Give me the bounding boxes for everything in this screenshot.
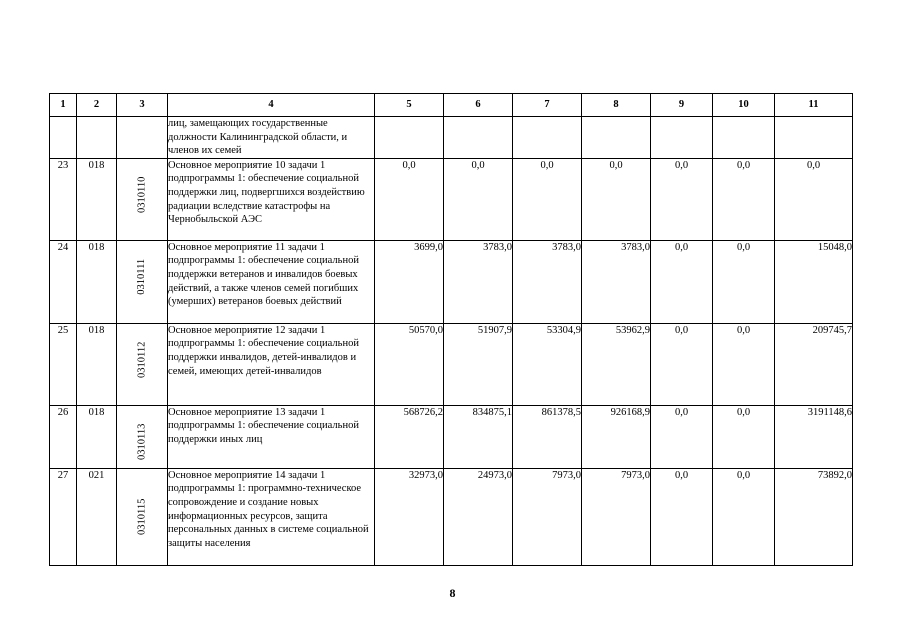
row-description: Основное мероприятие 12 задачи 1 подпрограммы 1: обеспечение социальной поддержки инвалидов, детей-инвалидов и семей, имеющих детей-инвалидов xyxy=(168,323,375,405)
row-grbs: 018 xyxy=(77,405,117,468)
row-description: Основное мероприятие 14 задачи 1 подпрограммы 1: программно-техническое сопровождение и создание новых информационных ресурсов, защита персональных данных в системе социальной защиты населения xyxy=(168,468,375,565)
value-col7: 0,0 xyxy=(513,158,582,240)
row-code-cell xyxy=(117,158,168,240)
value-col11: 209745,7 xyxy=(775,323,853,405)
value-col5: 50570,0 xyxy=(375,323,444,405)
value-col10: 0,0 xyxy=(713,405,775,468)
row-code: 0310112 xyxy=(136,341,148,378)
value-col10: 0,0 xyxy=(713,240,775,323)
row-number: 27 xyxy=(50,468,77,565)
value-col9: 0,0 xyxy=(651,468,713,565)
column-header: 6 xyxy=(444,94,513,117)
row-number: 26 xyxy=(50,405,77,468)
table-cell xyxy=(77,117,117,159)
column-header: 3 xyxy=(117,94,168,117)
value-col10: 0,0 xyxy=(713,323,775,405)
table-row xyxy=(50,240,853,323)
value-col9: 0,0 xyxy=(651,240,713,323)
row-code-cell xyxy=(117,240,168,323)
table-row xyxy=(50,158,853,240)
value-col6: 51907,9 xyxy=(444,323,513,405)
table-cell xyxy=(775,117,853,159)
row-number: 25 xyxy=(50,323,77,405)
column-header: 9 xyxy=(651,94,713,117)
table-cell xyxy=(444,117,513,159)
value-col6: 24973,0 xyxy=(444,468,513,565)
value-col9: 0,0 xyxy=(651,323,713,405)
value-col6: 0,0 xyxy=(444,158,513,240)
table-row xyxy=(50,468,853,565)
column-header: 5 xyxy=(375,94,444,117)
value-col8: 3783,0 xyxy=(582,240,651,323)
table-cell xyxy=(651,117,713,159)
value-col10: 0,0 xyxy=(713,158,775,240)
budget-table xyxy=(49,93,853,566)
row-description: Основное мероприятие 11 задачи 1 подпрограммы 1: обеспечение социальной поддержки ветеранов и инвалидов боевых действий, а также членов семей погибших (умерших) ветеранов боевых действий xyxy=(168,240,375,323)
value-col9: 0,0 xyxy=(651,405,713,468)
value-col5: 568726,2 xyxy=(375,405,444,468)
value-col11: 0,0 xyxy=(775,158,853,240)
column-header: 8 xyxy=(582,94,651,117)
table-cell xyxy=(375,117,444,159)
row-code-cell xyxy=(117,468,168,565)
column-header: 2 xyxy=(77,94,117,117)
column-header: 11 xyxy=(775,94,853,117)
value-col11: 15048,0 xyxy=(775,240,853,323)
row-code: 0310110 xyxy=(136,176,148,213)
row-description: лиц, замещающих государственные должности Калининградской области, и членов их семей xyxy=(168,117,375,159)
row-code: 0310111 xyxy=(136,258,148,295)
value-col5: 3699,0 xyxy=(375,240,444,323)
value-col6: 3783,0 xyxy=(444,240,513,323)
table-row xyxy=(50,323,853,405)
value-col7: 7973,0 xyxy=(513,468,582,565)
value-col8: 0,0 xyxy=(582,158,651,240)
table-cell xyxy=(513,117,582,159)
value-col11: 73892,0 xyxy=(775,468,853,565)
row-code-cell xyxy=(117,405,168,468)
row-number: 23 xyxy=(50,158,77,240)
row-code-cell xyxy=(117,323,168,405)
value-col8: 7973,0 xyxy=(582,468,651,565)
row-description: Основное мероприятие 10 задачи 1 подпрограммы 1: обеспечение социальной поддержки лиц, подвергшихся воздействию радиации вследствие катастрофы на Чернобыльской АЭС xyxy=(168,158,375,240)
header-row xyxy=(50,94,853,117)
column-header: 7 xyxy=(513,94,582,117)
column-header: 10 xyxy=(713,94,775,117)
value-col7: 861378,5 xyxy=(513,405,582,468)
row-description: Основное мероприятие 13 задачи 1 подпрограммы 1: обеспечение социальной поддержки иных лиц xyxy=(168,405,375,468)
value-col6: 834875,1 xyxy=(444,405,513,468)
row-code: 0310113 xyxy=(136,423,148,460)
row-grbs: 018 xyxy=(77,240,117,323)
value-col5: 32973,0 xyxy=(375,468,444,565)
table-cell xyxy=(50,117,77,159)
row-grbs: 018 xyxy=(77,323,117,405)
row-code: 0310115 xyxy=(136,498,148,535)
value-col9: 0,0 xyxy=(651,158,713,240)
value-col10: 0,0 xyxy=(713,468,775,565)
table-cell xyxy=(582,117,651,159)
row-grbs: 021 xyxy=(77,468,117,565)
value-col8: 53962,9 xyxy=(582,323,651,405)
row-number: 24 xyxy=(50,240,77,323)
table-cell xyxy=(117,117,168,159)
column-header: 4 xyxy=(168,94,375,117)
table-cell xyxy=(713,117,775,159)
table-row xyxy=(50,405,853,468)
value-col8: 926168,9 xyxy=(582,405,651,468)
value-col11: 3191148,6 xyxy=(775,405,853,468)
value-col7: 53304,9 xyxy=(513,323,582,405)
page-number: 8 xyxy=(449,586,456,600)
value-col5: 0,0 xyxy=(375,158,444,240)
column-header: 1 xyxy=(50,94,77,117)
value-col7: 3783,0 xyxy=(513,240,582,323)
table-row-continuation xyxy=(50,117,853,159)
row-grbs: 018 xyxy=(77,158,117,240)
